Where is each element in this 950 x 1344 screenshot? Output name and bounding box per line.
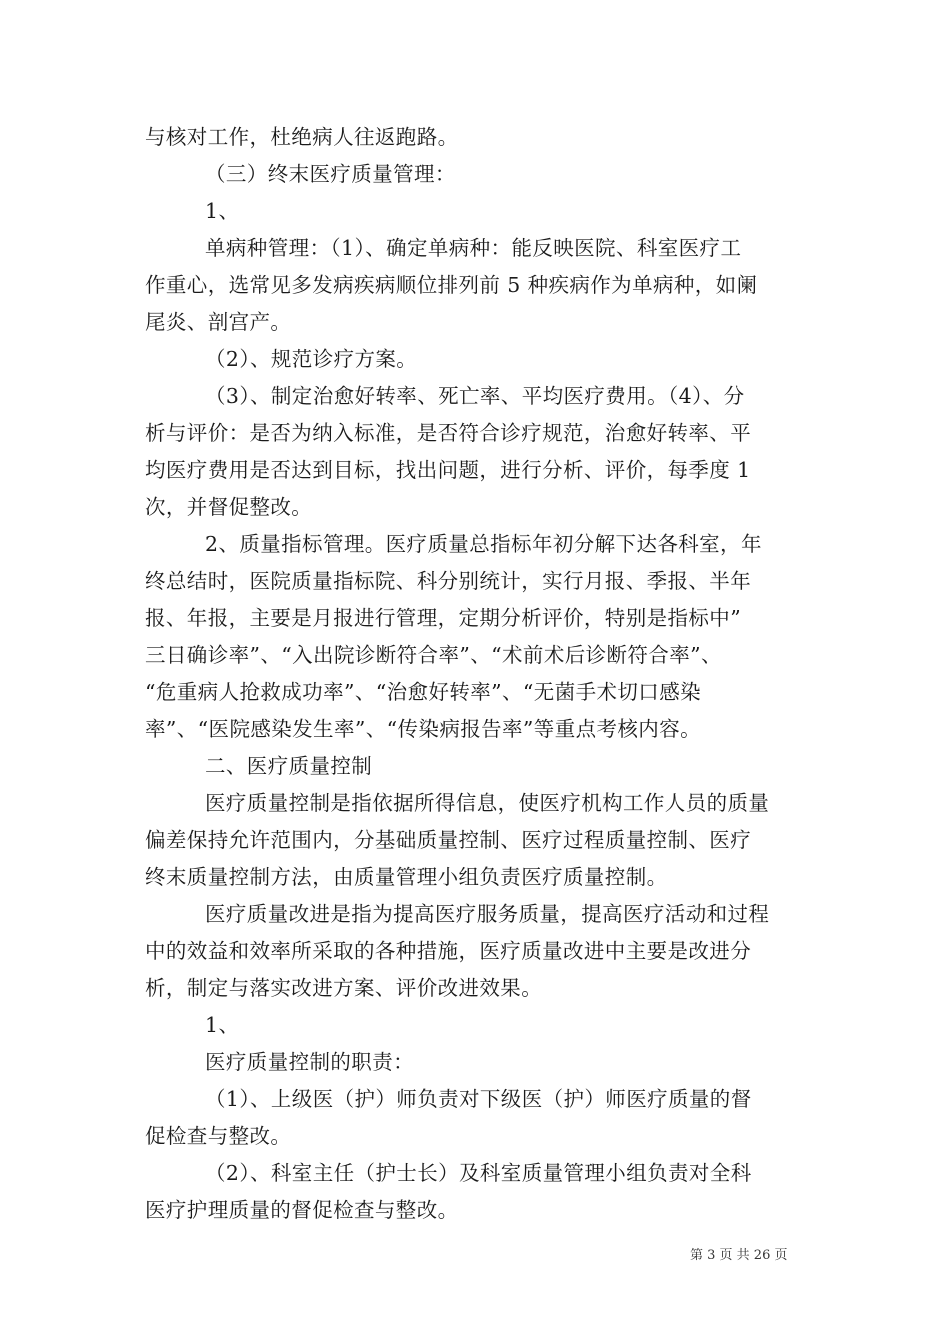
text-line: 析与评价：是否为纳入标准，是否符合诊疗规范，治愈好转率、平 xyxy=(145,421,752,445)
section-heading: 二、医疗质量控制 xyxy=(205,754,373,778)
text-line: 率”、“医院感染发生率”、“传染病报告率”等重点考核内容。 xyxy=(145,717,701,741)
text-line: 2、质量指标管理。医疗质量总指标年初分解下达各科室，年 xyxy=(205,532,762,556)
text-line: 终总结时，医院质量指标院、科分别统计，实行月报、季报、半年 xyxy=(145,569,752,593)
text-line: （3）、制定治愈好转率、死亡率、平均医疗费用。（4）、分 xyxy=(205,384,745,408)
text-line: 医疗质量控制是指依据所得信息，使医疗机构工作人员的质量 xyxy=(205,791,770,815)
text-line: 均医疗费用是否达到目标，找出问题，进行分析、评价，每季度 1 xyxy=(145,458,751,482)
text-line: （2）、规范诊疗方案。 xyxy=(205,347,418,371)
text-line: 析，制定与落实改进方案、评价改进效果。 xyxy=(145,976,543,1000)
list-number: 1、 xyxy=(205,1013,240,1037)
text-line: （1）、上级医（护）师负责对下级医（护）师医疗质量的督 xyxy=(205,1087,752,1111)
text-line: 医疗质量控制的职责： xyxy=(205,1050,414,1074)
text-line: 尾炎、剖宫产。 xyxy=(145,310,292,334)
text-line: 报、年报，主要是月报进行管理，定期分析评价，特别是指标中” xyxy=(145,606,742,630)
text-line: 作重心，选常见多发病疾病顺位排列前 5 种疾病作为单病种，如阑 xyxy=(145,273,758,297)
text-line: 终末质量控制方法，由质量管理小组负责医疗质量控制。 xyxy=(145,865,668,889)
text-line: 与核对工作，杜绝病人往返跑路。 xyxy=(145,125,459,149)
text-line: 医疗护理质量的督促检查与整改。 xyxy=(145,1198,459,1222)
list-number: 1、 xyxy=(205,199,240,223)
page-number-footer: 第 3 页 共 26 页 xyxy=(690,1248,788,1263)
section-heading: （三）终末医疗质量管理： xyxy=(205,162,456,186)
text-line: 医疗质量改进是指为提高医疗服务质量，提高医疗活动和过程 xyxy=(205,902,770,926)
text-line: 单病种管理：（1）、确定单病种：能反映医院、科室医疗工 xyxy=(205,236,742,260)
text-line: 次，并督促整改。 xyxy=(145,495,313,519)
text-line: 偏差保持允许范围内，分基础质量控制、医疗过程质量控制、医疗 xyxy=(145,828,752,852)
text-line: “危重病人抢救成功率”、“治愈好转率”、“无菌手术切口感染 xyxy=(145,680,701,704)
text-line: 促检查与整改。 xyxy=(145,1124,292,1148)
text-line: 中的效益和效率所采取的各种措施，医疗质量改进中主要是改进分 xyxy=(145,939,752,963)
text-line: 三日确诊率”、“入出院诊断符合率”、“术前术后诊断符合率”、 xyxy=(145,643,722,667)
text-line: （2）、科室主任（护士长）及科室质量管理小组负责对全科 xyxy=(205,1161,752,1185)
